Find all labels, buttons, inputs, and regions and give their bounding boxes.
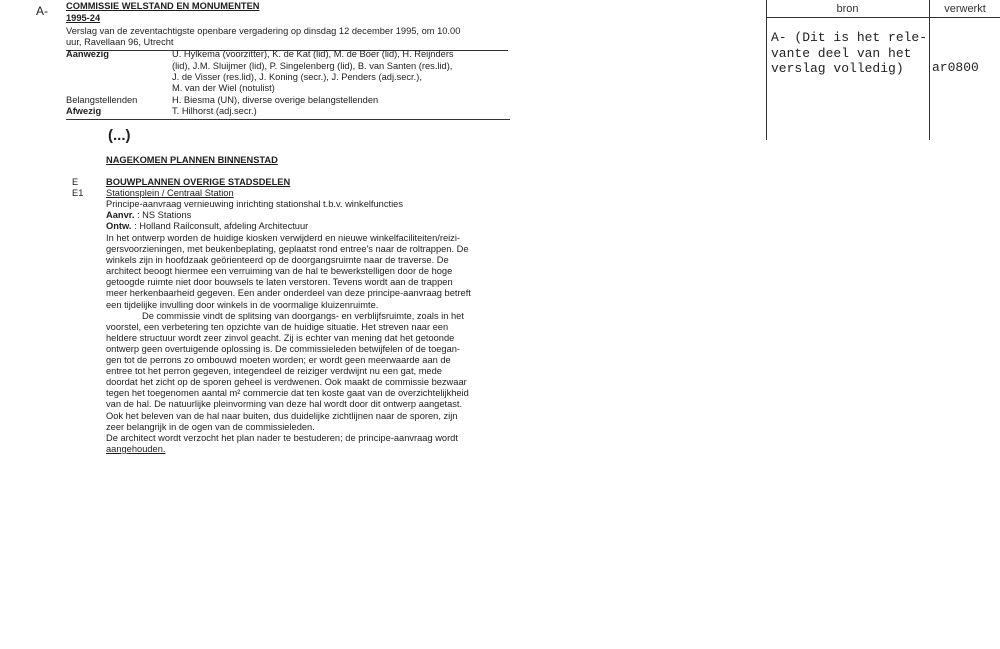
section-late-plans: NAGEKOMEN PLANNEN BINNENSTAD (106, 155, 278, 165)
attendance-divider (66, 119, 510, 120)
body-line: entree tot het perron gegeven, integendeel de reiziger verdwijnt nu een gat, mede (106, 366, 442, 377)
meeting-line-2: uur, Ravellaan 96, Utrecht (66, 37, 174, 47)
body-line: winkels zijn in hoofdzaak geörienteerd op de doorgangsruimte naar de traverse. De (106, 255, 449, 266)
table-column-divider (929, 0, 930, 140)
body-line: ontwerp geen overtuigende oplossing is. De commissieleden betwijfelen of de toegan- (106, 343, 461, 354)
present-line-3: J. de Visser (res.lid), J. Koning (secr.), J. Penders (adj.secr.), (172, 72, 422, 82)
applicant-value: : NS Stations (137, 210, 192, 220)
body-line: meer herkenbaarheid gegeven. Een ander onderdeel van deze principe-aanvraag betreft (106, 288, 471, 299)
absent-value: T. Hilhorst (adj.secr.) (172, 106, 257, 116)
body-line: gersvoorzieningen, met beukenbeplating, geplaatst rond entree's naar de roltrappen. De (106, 244, 469, 255)
designer-label: Ontw. (106, 221, 132, 231)
body-line: voorstel, een verbetering ten opzichte van de huidige situatie. Het streven naar een (106, 321, 449, 332)
table-header-divider (766, 17, 1000, 18)
body-line: zeer belangrijk in de ogen van de commissieleden. (106, 421, 315, 432)
ellipsis-marker: (...) (108, 127, 131, 144)
body-line: In het ontwerp worden de huidige kiosken verwijderd en nieuwe winkelfaciliteiten/reizi- (106, 233, 460, 243)
body-line: van de hal. De natuurlijke pleinvorming van deze hal wordt door dit ontwerp aangetast. (106, 399, 463, 410)
body-line: getoogde ruimte niet door bouwsels te laten verstoren. Tevens wordt aan de trappen (106, 277, 453, 288)
col-header-source: bron (836, 3, 859, 15)
interested-label: Belangstellenden (66, 95, 138, 105)
present-label: Aanwezig (66, 49, 109, 59)
item-e1-location: Stationsplein / Centraal Station (106, 188, 234, 198)
item-e1-code: E1 (72, 188, 84, 198)
section-e-code: E (72, 177, 79, 187)
section-e-title: BOUWPLANNEN OVERIGE STADSDELEN (106, 177, 291, 187)
body-line: heldere structuur wordt zeer zinvol geacht. Zij is echter van mening dat het getoonde (106, 332, 455, 343)
source-note: A- (Dit is het rele- vante deel van het verslag volledig) (771, 30, 928, 76)
meeting-line-1: Verslag van de zeventachtigste openbare vergadering op dinsdag 12 december 1995, om 10.00 (66, 26, 461, 36)
body-line: doordat het zicht op de sporen geheel is verdwenen. Ook maakt de commissie bezwaar (106, 377, 467, 388)
applicant-row (106, 210, 191, 221)
body-text (106, 233, 471, 455)
item-e1-description: Principe-aanvraag vernieuwing inrichting stationshal t.b.v. winkelfuncties (106, 199, 403, 209)
body-line: tegen het toegenomen aantal m² commercie dat ten koste gaat van de overzichtelijkheid (106, 388, 469, 399)
interested-value: H. Biesma (UN), diverse overige belangstellenden (172, 95, 379, 105)
body-last-word: aangehouden. (106, 443, 166, 454)
margin-marker: A- (36, 4, 48, 18)
designer-value: : Holland Railconsult, afdeling Architectuur (134, 221, 309, 231)
col-header-processed: verwerkt (944, 3, 986, 15)
body-line: architect beoogt hiermee een verruiming van de hal te bewerkstelligen door de hoge (106, 266, 453, 277)
document-title: COMMISSIE WELSTAND EN MONUMENTEN (66, 1, 260, 11)
present-line-1: U. Hylkema (voorzitter), K. de Kat (lid), M. de Boer (lid), H. Reijnders (172, 49, 454, 59)
designer-row (106, 221, 308, 232)
present-line-2: (lid), J.M. Sluijmer (lid), P. Singelenberg (lid), B. van Santen (res.lid), (172, 61, 453, 71)
body-line: Ook het beleven van de hal naar buiten, dus duidelijke zichtlijnen naar de sporen, zijn (106, 410, 458, 421)
applicant-label: Aanvr. (106, 210, 135, 220)
document-year: 1995-24 (66, 13, 101, 23)
body-line: een tijdelijke invulling door winkels in de voormalige kluizenruimte. (106, 299, 379, 310)
body-line: gen tot de perrons zo ombouwd moeten worden; er wordt geen meerwaarde aan de (106, 355, 451, 366)
body-line: De architect wordt verzocht het plan nader te bestuderen; de principe-aanvraag wordt (106, 432, 458, 443)
body-line: De commissie vindt de splitsing van doorgangs- en verblijfsruimte, zoals in het (142, 310, 464, 321)
present-line-4: M. van der Wiel (notulist) (172, 83, 275, 93)
processed-value: ar0800 (932, 60, 979, 75)
absent-label: Afwezig (66, 106, 102, 116)
table-left-border (766, 0, 767, 140)
